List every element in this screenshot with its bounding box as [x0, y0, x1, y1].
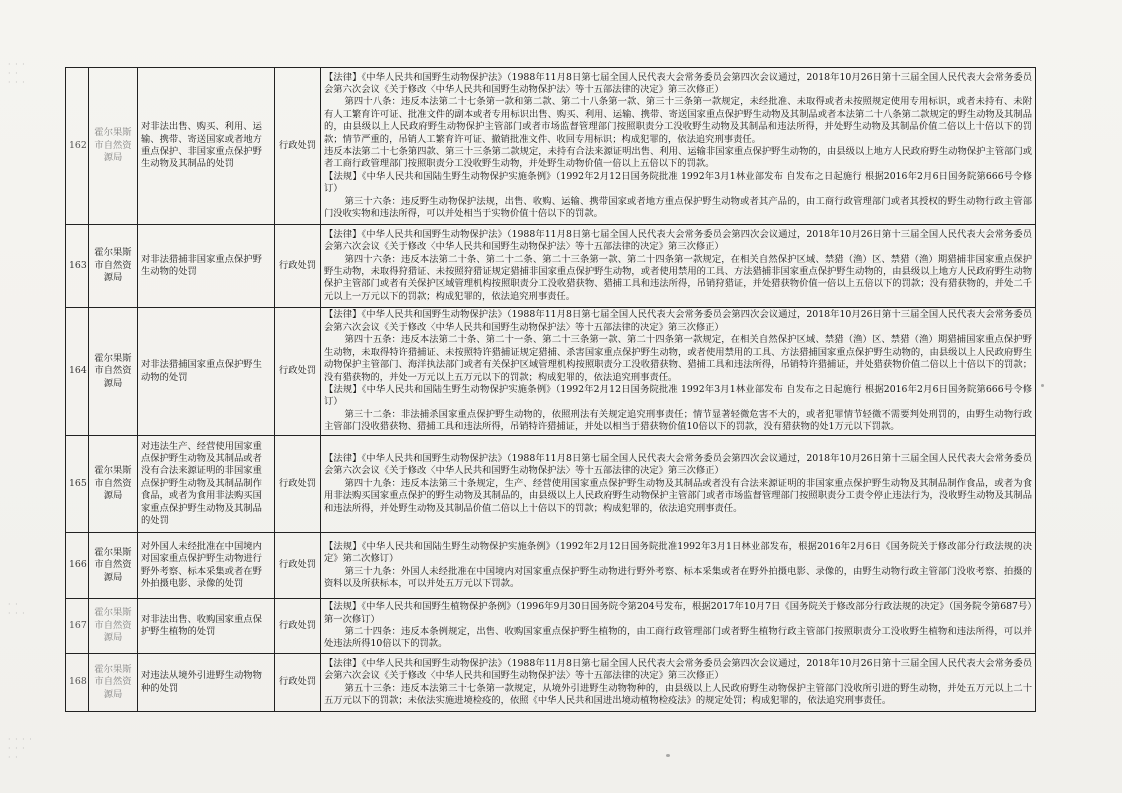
legal-basis-cell — [321, 654, 1036, 712]
department-cell: 霍尔果斯市自然资源局 — [89, 654, 138, 712]
row-number: 167 — [66, 599, 89, 654]
legal-basis-cell — [321, 533, 1036, 599]
category-cell: 行政处罚 — [275, 308, 321, 436]
table-row — [66, 436, 1036, 533]
department-cell: 霍尔果斯市自然资源局 — [89, 533, 138, 599]
table-row — [66, 654, 1036, 712]
item-name-cell: 对非法出售、收购国家重点保护野生植物的处罚 — [138, 599, 275, 654]
department-cell: 霍尔果斯市自然资源局 — [89, 225, 138, 308]
basis-paragraph: 第三十六条：违反野生动物保护法规，出售、收购、运输、携带国家或者地方重点保护野生动物或者其产品的，由工商行政管理部门或者其授权的野生动物行政主管部门没收实物和违法所得，可以并处相当于实物价值十倍以下的罚款。 — [324, 195, 1032, 220]
item-name-cell: 对非法猎捕非国家重点保护野生动物的处罚 — [138, 225, 275, 308]
basis-paragraph: 【法规】《中华人民共和国陆生野生动物保护实施条例》（1992年2月12日国务院批准 1992年3月1林业部发布 自发布之日起施行 根据2016年2月6日国务院第666号令修订） — [324, 383, 1032, 408]
item-name-cell: 对违法生产、经营使用国家重点保护野生动物及其制品或者没有合法来源证明的非国家重点保护野生动物及其制品制作食品，或者为食用非法购买国家重点保护野生动物及其制品的处罚 — [138, 436, 275, 533]
basis-paragraph: 【法律】《中华人民共和国野生动物保护法》（1988年11月8日第七届全国人民代表大会常务委员会第四次会议通过，2018年10月26日第十三届全国人民代表大会常务委员会第六次会议《关于修改〈中华人民共和国野生动物保护法〉等十五部法律的决定》第三次修正） — [324, 228, 1032, 253]
department-cell: 霍尔果斯市自然资源局 — [89, 436, 138, 533]
item-name-cell: 对非法出售、购买、利用、运输、携带、寄送国家或者地方重点保护、非国家重点保护野生动物及其制品的处罚 — [138, 68, 275, 225]
row-number: 168 — [66, 654, 89, 712]
row-number: 163 — [66, 225, 89, 308]
department-cell: 霍尔果斯市自然资源局 — [89, 599, 138, 654]
row-number: 164 — [66, 308, 89, 436]
basis-paragraph: 第四十九条：违反本法第三十条规定，生产、经营使用国家重点保护野生动物及其制品或者没有合法来源证明的非国家重点保护野生动物及其制品制作食品，或者为食用非法购买国家重点保护的野生动物及其制品的，由县级以上人民政府野生动物保护主管部门或者市场监督管理部门按照职责分工责令停止违法行为，没收野生动物及其制品和违法所得，并处野生动物及其制品价值二倍以上十倍以下的罚款；构成犯罪的，依法追究刑事责任。 — [324, 477, 1032, 514]
legal-basis-cell — [321, 308, 1036, 436]
basis-paragraph: 第二十四条：违反本条例规定，出售、收购国家重点保护野生植物的，由工商行政管理部门或者野生植物行政主管部门按照职责分工没收野生植物和违法所得，可以并处违法所得10倍以下的罚款。 — [324, 626, 1032, 650]
basis-paragraph: 【法律】《中华人民共和国野生动物保护法》（1988年11月8日第七届全国人民代表大会常务委员会第四次会议通过，2018年10月26日第十三届全国人民代表大会常务委员会第六次会议《关于修改〈中华人民共和国野生动物保护法〉等十五部法律的决定》第三次修正） — [324, 71, 1032, 95]
basis-paragraph: 【法规】《中华人民共和国陆生野生动物保护实施条例》（1992年2月12日国务院批准 1992年3月1林业部发布 自发布之日起施行 根据2016年2月6日国务院第666号令修订） — [324, 170, 1032, 195]
category-cell: 行政处罚 — [275, 436, 321, 533]
basis-paragraph: 第三十二条：非法捕杀国家重点保护野生动物的，依照刑法有关规定追究刑事责任；情节显著轻微危害不大的，或者犯罪情节轻微不需要判处刑罚的，由野生动物行政主管部门没收猎获物、猎捕工具和违法所得，吊销特许猎捕证，并处以相当于猎获物价值10倍以下的罚款，没有猎获物的处1万元以下罚款。 — [324, 408, 1032, 433]
basis-paragraph: 第四十八条：违反本法第二十七条第一款和第二款、第二十八条第一款、第三十三条第一款规定，未经批准、未取得或者未按照规定使用专用标识，或者未持有、未附有人工繁育许可证、批准文件的副本或者专用标识出售、购买、利用、运输、携带、寄送国家重点保护野生动物及其制品或者本法第二十八条第二款规定的野生动物及其制品的，由县级以上人民政府野生动物保护主管部门或者市场监督管理部门按照职责分工没收野生动物及其制品和违法所得，并处野生动物及其制品价值二倍以上十倍以下的罚款；情节严重的，吊销人工繁育许可证、撤销批准文件、收回专用标识；构成犯罪的，依法追究刑事责任。 — [324, 96, 1032, 145]
table-row — [66, 68, 1036, 225]
basis-paragraph: 【法规】《中华人民共和国陆生野生动物保护实施条例》（1992年2月12日国务院批准1992年3月1日林业部发布，根据2016年2月6日《国务院关于修改部分行政法规的决定》第二次修订） — [324, 540, 1032, 565]
legal-basis-cell — [321, 599, 1036, 654]
scan-noise: · · · · · · · · — [8, 60, 26, 87]
item-name-cell: 对外国人未经批准在中国境内对国家重点保护野生动物进行野外考察、标本采集或者在野外拍摄电影、录像的处罚 — [138, 533, 275, 599]
category-cell: 行政处罚 — [275, 533, 321, 599]
basis-paragraph: 【法律】《中华人民共和国野生动物保护法》（1988年11月8日第七届全国人民代表大会常务委员会第四次会议通过，2018年10月26日第十三届全国人民代表大会常务委员会第六次会议《关于修改〈中华人民共和国野生动物保护法〉等十五部法律的决定》第三次修正） — [324, 309, 1032, 333]
table-row — [66, 599, 1036, 654]
row-number: 165 — [66, 436, 89, 533]
basis-paragraph: 第四十六条：违反本法第二十条、第二十二条、第二十三条第一款、第二十四条第一款规定，在相关自然保护区域、禁猎（渔）区、禁猎（渔）期猎捕非国家重点保护野生动物，未取得狩猎证、未按照狩猎证规定猎捕非国家重点保护野生动物，或者使用禁用的工具、方法猎捕非国家重点保护野生动物的，由县级以上地方人民政府野生动物保护主管部门或者有关保护区域管理机构按照职责分工没收猎获物、猎捕工具和违法所得，吊销狩猎证，并处猎获物价值一倍以上五倍以下的罚款；没有猎获物的，并处二千元以上一万元以下的罚款；构成犯罪的，依法追究刑事责任。 — [324, 253, 1032, 302]
basis-paragraph: 第四十五条：违反本法第二十条、第二十一条、第二十三条第一款、第二十四条第一款规定，在相关自然保护区域、禁猎（渔）区、禁猎（渔）期猎捕国家重点保护野生动物，未取得特许猎捕证、未按照特许猎捕证规定猎捕、杀害国家重点保护野生动物，或者使用禁用的工具、方法猎捕国家重点保护野生动物的，由县级以上人民政府野生动物保护主管部门、海洋执法部门或者有关保护区域管理机构按照职责分工没收猎获物、猎捕工具和违法所得，吊销特许猎捕证，并处猎获物价值二倍以上十倍以下的罚款；没有猎获物的，并处一万元以上五万元以下的罚款；构成犯罪的，依法追究刑事责任。 — [324, 334, 1032, 383]
category-cell: 行政处罚 — [275, 225, 321, 308]
scan-speck — [1041, 384, 1044, 387]
item-name-cell: 对非法猎捕国家重点保护野生动物的处罚 — [138, 308, 275, 436]
table-row — [66, 533, 1036, 599]
department-cell: 霍尔果斯市自然资源局 — [89, 68, 138, 225]
item-name-cell: 对违法从境外引进野生动物物种的处罚 — [138, 654, 275, 712]
scan-noise: · · · · · — [8, 600, 26, 618]
scan-speck — [666, 754, 670, 757]
basis-paragraph: 【法律】《中华人民共和国野生动物保护法》（1988年11月8日第七届全国人民代表大会常务委员会第四次会议通过，2018年10月26日第十三届全国人民代表大会常务委员会第六次会议《关于修改〈中华人民共和国野生动物保护法〉等十五部法律的决定》第三次修正） — [324, 657, 1032, 682]
scan-noise: · · · · · · · · · — [8, 735, 33, 762]
row-number: 162 — [66, 68, 89, 225]
basis-paragraph: 违反本法第二十七条第四款、第三十三条第二款规定，未持有合法来源证明出售、利用、运输非国家重点保护野生动物的，由县级以上地方人民政府野生动物保护主管部门或者工商行政管理部门按照职责分工没收野生动物，并处野生动物价值一倍以上五倍以下的罚款。 — [324, 146, 1032, 170]
basis-paragraph: 第五十三条：违反本法第三十七条第一款规定，从境外引进野生动物物种的，由县级以上人民政府野生动物保护主管部门没收所引进的野生动物，并处五万元以上二十五万元以下的罚款；未依法实施进境检疫的，依照《中华人民共和国进出境动植物检疫法》的规定处罚；构成犯罪的，依法追究刑事责任。 — [324, 682, 1032, 706]
basis-paragraph: 【法规】《中华人民共和国野生植物保护条例》（1996年9月30日国务院令第204号发布，根据2017年10月7日《国务院关于修改部分行政法规的决定》（国务院令第687号）第一次修订） — [324, 601, 1032, 625]
legal-basis-cell — [321, 68, 1036, 225]
table-row — [66, 225, 1036, 308]
power-list-table — [65, 67, 1036, 712]
basis-paragraph: 【法律】《中华人民共和国野生动物保护法》（1988年11月8日第七届全国人民代表大会常务委员会第四次会议通过，2018年10月26日第十三届全国人民代表大会常务委员会第六次会议《关于修改〈中华人民共和国野生动物保护法〉等十五部法律的决定》第三次修正） — [324, 452, 1032, 477]
category-cell: 行政处罚 — [275, 654, 321, 712]
legal-basis-cell — [321, 436, 1036, 533]
category-cell: 行政处罚 — [275, 599, 321, 654]
basis-paragraph: 第三十九条：外国人未经批准在中国境内对国家重点保护野生动物进行野外考察、标本采集或者在野外拍摄电影、录像的，由野生动物行政主管部门没收考察、拍摄的资料以及所获标本，可以并处五万元以下罚款。 — [324, 565, 1032, 589]
category-cell: 行政处罚 — [275, 68, 321, 225]
table-row — [66, 308, 1036, 436]
row-number: 166 — [66, 533, 89, 599]
legal-basis-cell — [321, 225, 1036, 308]
department-cell: 霍尔果斯市自然资源局 — [89, 308, 138, 436]
